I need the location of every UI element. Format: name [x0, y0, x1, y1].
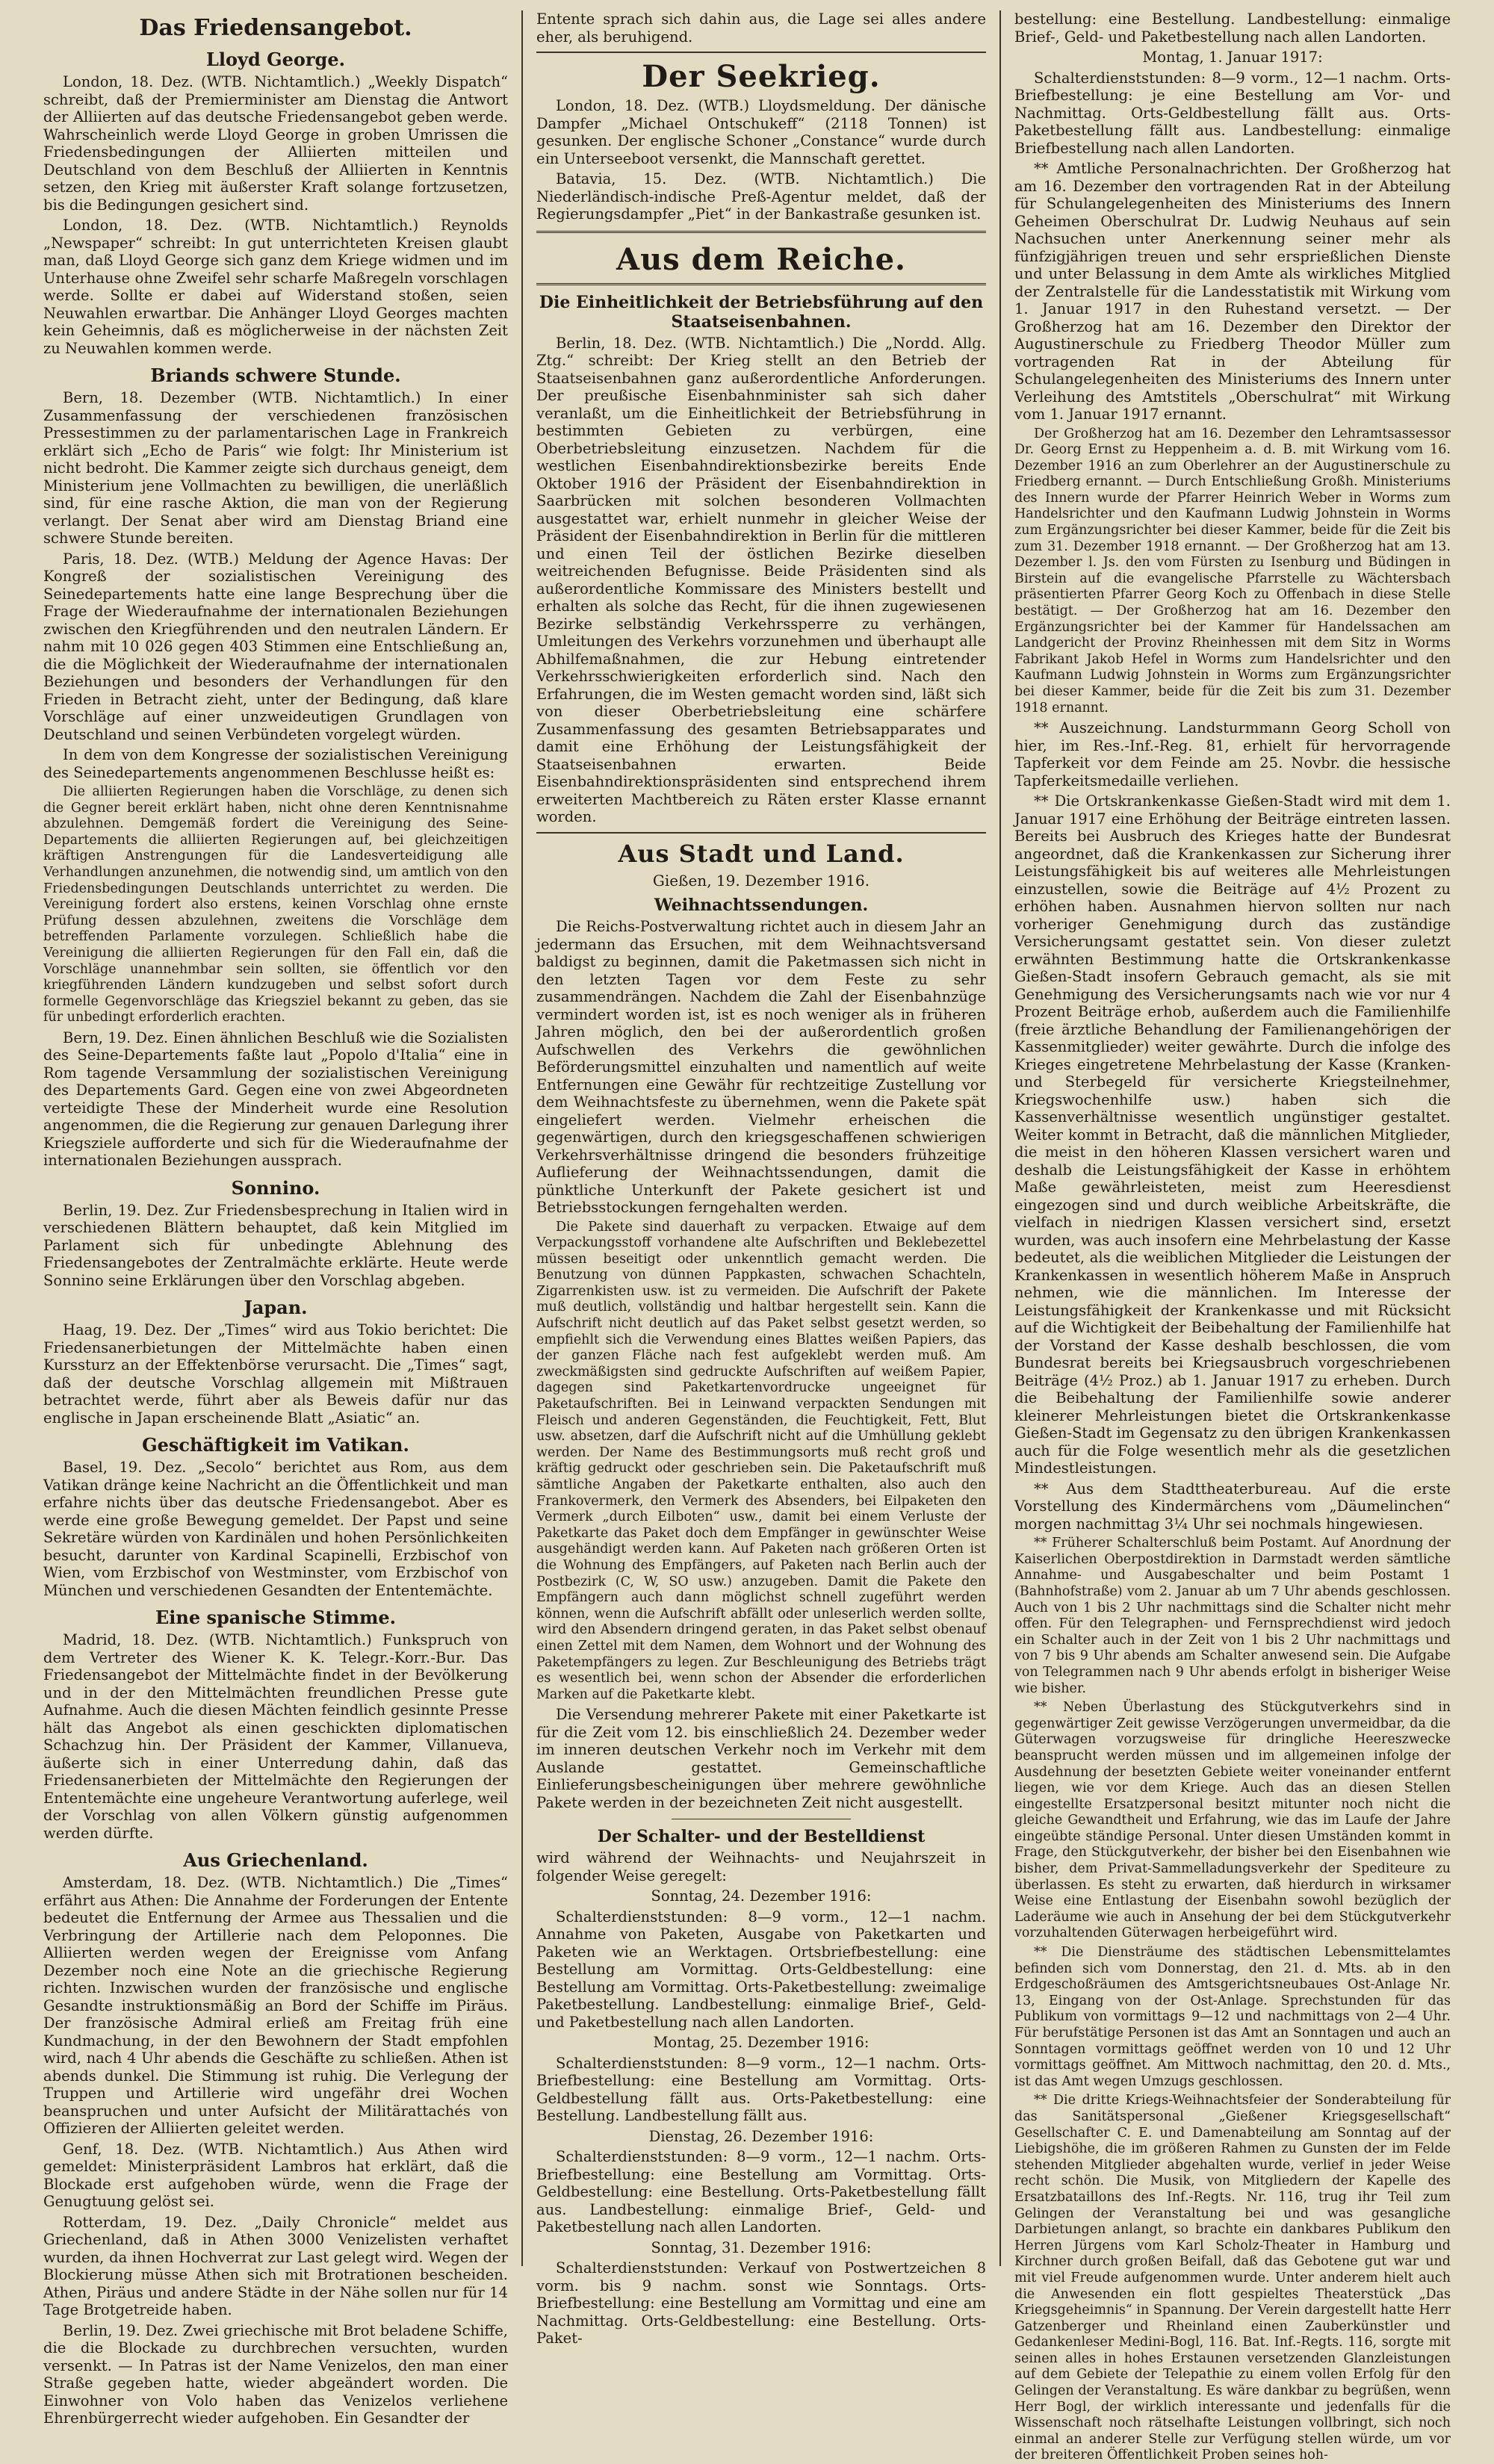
paragraph: Schalterdienststunden: 8—9 vorm., 12—1 nachm. Annahme von Paketen, Ausgabe von Paketkarten und Paketen wie an Werktagen. Ortsbriefbestellung: eine Bestellung am Vormittag. Orts-Geldbestellung: eine Bestellung am Vormittag. Orts-Paketbestellung: zweimalige Paketbestellung. Landbestellung: einmalige Brief-, Geld- und Paketbestellung nach allen Landorten.	[536, 1908, 986, 2031]
column-2	[523, 10, 1001, 2347]
paragraph: Die Reichs-Postverwaltung richtet auch in diesem Jahr an jedermann das Ersuchen, mit dem Weihnachtsversand baldigst zu beginnen, damit die Paketmassen sich nicht in den letzten Tagen vor dem Feste zu sehr zusammendrängen. Nachdem die Zahl der Eisenbahnzüge vermindert worden ist, ist es noch weniger als in früheren Jahren möglich, den bei der außerordentlich großen Aufschwellen des Verkehrs die gewöhnlichen Beförderungsmittel einzuhalten und namentlich auf weite Entfernungen eine Gewähr für rechtzeitige Zustellung vor dem Weihnachtsfeste zu übernehmen, wenn die Pakete spät eingeliefert werden. Vielmehr erheischen die gegenwärtigen, durch den kriegsgeschaffenen schwierigen Verkehrsverhältnisse dringend die besonders frühzeitige Auflieferung der Weihnachtssendungen, damit die pünktliche Unterkunft der Pakete gesichert ist und Betriebsstockungen ferngehalten werden.	[536, 918, 986, 1216]
article-subtitle: Lloyd George.	[206, 49, 345, 70]
column-3	[1001, 10, 1464, 2463]
paragraph: Berlin, 19. Dez. Zwei griechische mit Brot beladene Schiffe, die die Blockade zu durchbrechen versuchten, wurden versenkt. — In Patras ist der Name Venizelos, den man einer Straße gegeben hatte, wieder abgeändert worden. Die Einwohner von Volo haben das Venizelos verliehene Ehrenbürgerrecht wieder aufgehoben. Ein Gesandter der	[43, 2321, 508, 2427]
section-title: Aus Stadt und Land.	[618, 839, 905, 868]
section-title: Aus dem Reiche.	[616, 241, 906, 277]
article-spanische-stimme	[43, 1607, 508, 1842]
schedule-date: Sonntag, 24. Dezember 1916:	[651, 1887, 872, 1905]
paragraph: London, 18. Dez. (WTB. Nichtamtlich.) Reynolds „Newspaper“ schreibt: In gut unterrichteten Kreisen glaubt man, daß Lloyd George sich ganz dem Kriege widmen und im Unterhause ohne Zweifel sehr scharfe Maßregeln vorschlagen werde. Sollte er dabei auf Widerstand stoßen, seien Neuwahlen erwartbar. Die Anhänger Lloyd Georges machten kein Geheimnis, daß es möglicherweise in der nächsten Zeit zu Neuwahlen kommen werde.	[43, 217, 508, 357]
news-item: Der Großherzog hat am 16. Dezember den Lehramtsassessor Dr. Georg Ernst zu Heppenheim a. d. B. mit Wirkung vom 16. Dezember 1916 an zum Oberlehrer an der Augustinerschule zu Friedberg ernannt. — Durch Entschließung Großh. Ministeriums des Innern wurde der Pfarrer Heinrich Weber in Worms zum Handelsrichter und den Kaufmann Ludwig Johnstein in Worms zum Ergänzungsrichter bei dieser Kammer, beide für die Zeit bis zum 31. Dezember 1918 ernannt. — Der Großherzog hat am 13. Dezember l. Js. den vom Fürsten zu Isenburg und Büdingen in Birstein auf die evangelische Pfarrstelle zu Wächtersbach präsentierten Pfarrer Georg Koch zu Offenbach in diese Stelle bestätigt. — Der Großherzog hat am 16. Dezember den Ergänzungsrichter bei der Kammer für Handelssachen am Landgericht der Provinz Rheinhessen mit dem Sitz in Worms Fabrikant Jakob Hefel in Worms zum Handelsrichter und den Kaufmann Ludwig Johnstein in Worms zum Ergänzungsrichter bei dieser Kammer, beide für die Zeit bis zum 31. Dezember 1918 ernannt.	[1014, 426, 1451, 716]
paragraph: Madrid, 18. Dez. (WTB. Nichtamtlich.) Funkspruch von dem Vertreter des Wiener K. K. Telegr.-Korr.-Bur. Das Friedensangebot der Mittelmächte findet in der Bevölkerung und in der den Mittelmächten freundlichen Presse gute Aufnahme. Auch die diesen Mächten feindlich gesinnte Presse hält das Angebot als einen geschickten diplomatischen Schachzug hin. Der Präsident der Kammer, Villanueva, äußerte sich in einer Unterredung dahin, daß das Friedensanerbieten der Mittelmächte den Regierungen der Ententemächte eine ungeheure Verantwortung auferlege, weil der Vorschlag von allen Völkern günstig aufgenommen werden dürfte.	[43, 1631, 508, 1842]
schedule-date: Montag, 1. Januar 1917:	[1142, 49, 1323, 66]
article-title: Briands schwere Stunde.	[150, 364, 401, 386]
article-subtitle: Weihnachtssendungen.	[654, 896, 869, 915]
paragraph: London, 18. Dez. (WTB. Nichtamtlich.) „Weekly Dispatch“ schreibt, daß der Premierminister am Dienstag die Antwort der Alliierten auf das deutsche Friedensangebot geben werde. Wahrscheinlich werde Lloyd George in groben Umrissen die Friedensbedingungen der Alliierten mitteilen und Deutschland von dem Beschluß der Alliierten in Kenntnis setzen, den Krieg mit äußerster Kraft solange fortzusetzen, bis die Bedingungen gesichert sind.	[43, 73, 508, 214]
paragraph: Schalterdienststunden: 8—9 vorm., 12—1 nachm. Orts-Briefbestellung: eine Bestellung am Vormittag. Orts-Geldbestellung: eine Bestellung. Orts-Paketbestellung fällt aus. Landbestellung: einmalige Brief-, Geld- und Paketbestellung nach allen Landorten.	[536, 2148, 986, 2236]
paragraph: Bern, 19. Dez. Einen ähnlichen Beschluß wie die Sozialisten des Seine-Departements faßte laut „Popolo d'Italia“ eine in Rom tagende Versammlung der sozialistischen Vereinigung des Departements Gard. Gegen eine von zwei Abgeordneten verteidigte These der Minderheit wurde eine Resolution angenommen, die die Regierung zur genauen Darlegung ihrer Kriegsziele aufforderte und sich für die Wiederaufnahme der internationalen Beziehungen aussprach.	[43, 1028, 508, 1170]
article-title: Aus Griechenland.	[183, 1849, 368, 1872]
section-box-reich	[536, 231, 986, 285]
paragraph: Rotterdam, 19. Dez. „Daily Chronicle“ meldet aus Griechenland, daß in Athen 3000 Venizelisten verhaftet wurden, da ihnen Hochverrat zur Last gelegt wird. Wegen der Blockierung müsse Athen sich mit Brotrationen bescheiden. Athen, Piräus und andere Städte in der Nähe sollen nur für 14 Tage Brotgetreide haben.	[43, 2213, 508, 2319]
schedule-date: Montag, 25. Dezember 1916:	[653, 2034, 870, 2052]
article-vatikan	[43, 1434, 508, 1599]
news-item: ** Amtliche Personalnachrichten. Der Großherzog hat am 16. Dezember den vortragenden Rat in der Abteilung für Schulangelegenheiten des Ministeriums des Innern Geheimen Oberschulrat Dr. Ludwig Neuhaus auf sein Nachsuchen unter Anerkennung seiner mehr als fünfzigjährigen treuen und sehr ersprießlichen Dienste und unter Belassung in dem Amte als wirkliches Mitglied der Zentralstelle für die Landesstatistik mit Wirkung vom 1. Januar 1917 in den Ruhestand versetzt. — Der Großherzog hat am 16. Dezember den Direktor der Augustinerschule zu Friedberg Theodor Müller zum vortragenden Rat in der Abteilung für Schulangelegenheiten des Ministeriums des Innern unter Verleihung des Amtstitels „Oberschulrat“ mit Wirkung vom 1. Januar 1917 ernannt.	[1014, 160, 1451, 423]
article-griechenland	[43, 1849, 508, 2427]
article-title: Das Friedensangebot.	[139, 15, 412, 41]
paragraph: In dem von dem Kongresse der sozialistischen Vereinigung des Seinedepartements angenommenen Beschlusse heißt es:	[43, 746, 508, 781]
article-japan	[43, 1297, 508, 1427]
paragraph: Berlin, 19. Dez. Zur Friedensbesprechung in Italien wird in verschiedenen Blättern behauptet, daß kein Mitglied im Parlament sich für unbedingte Ablehnung des Friedensangebotes der Zentralmächte erklärte. Heute werde Sonnino seine Erklärungen über den Vorschlag abgeben.	[43, 1201, 508, 1289]
news-item: ** Neben Überlastung des Stückgutverkehrs sind in gegenwärtiger Zeit gewisse Verzögerungen unvermeidbar, da die Güterwagen vorzugsweise für dringliche Heereszwecke beansprucht werden müssen und im allgemeinen infolge der Ausdehnung der besetzten Gebiete weiter voneinander entfernt liegen, wie vor dem Kriege. Auch das an diesen Stellen eingestellte Ersatzpersonal besitzt mitunter noch nicht die gleiche Gewandtheit und Erfahrung, wie das im Laufe der Jahre eingeübte ständige Personal. Unter diesen Umständen kommt in Frage, den Stückgutverkehr, der bisher bei den Eisenbahnen wie bisher, dem Privat-Sammelladungsverkehr der Spediteure zu überlassen. Es steht zu erwarten, daß hierdurch in wirksamer Weise eine Entlastung der Eisenbahn sowohl bezüglich der Laderäume wie auch in Ansehung der bei dem Stückgutverkehr vorzuhaltenden Güterwagen herbeigeführt wird.	[1014, 1700, 1451, 1941]
news-item: ** Auszeichnung. Landsturmmann Georg Scholl von hier, im Res.-Inf.-Reg. 81, erhielt für hervorragende Tapferkeit vor dem Feinde am 25. Novbr. die hessische Tapferkeitsmedaille verliehen.	[1014, 719, 1451, 789]
paragraph: Die Pakete sind dauerhaft zu verpacken. Etwaige auf dem Verpackungsstoff vorhandene alte Aufschriften und Beklebezettel müssen beseitigt oder unkenntlich gemacht werden. Die Benutzung von dünnen Pappkasten, schwachen Schachteln, Zigarrenkisten usw. ist zu vermeiden. Die Aufschrift der Pakete muß deutlich, vollständig und haltbar hergestellt sein. Kann die Aufschrift nicht deutlich auf das Paket selbst gesetzt werden, so empfiehlt sich die Verwendung eines Blattes weißen Papiers, das der ganzen Fläche nach fest aufgeklebt werden muß. Am zweckmäßigsten sind gedruckte Aufschriften auf weißem Papier, dagegen sind Paketkartenvordrucke ungeeignet für Paketaufschriften. Bei in Leinwand verpackten Sendungen mit Fleisch und anderen Gegenständen, die Feuchtigkeit, Fett, Blut usw. absetzen, darf die Aufschrift nicht auf die Umhüllung geklebt werden. Der Name des Bestimmungsorts muß recht groß und kräftig gedruckt oder geschrieben sein. Die Paketaufschrift muß sämtliche Angaben der Paketkarte enthalten, also auch den Frankovermerk, den Vermerk des Absenders, bei Eilpaketen den Vermerk „durch Eilboten“ usw., damit bei einem Verluste der Paketkarte das Paket doch dem Empfänger in gewünschter Weise ausgehändigt werden kann. Auf Paketen nach größeren Orten ist die Wohnung des Empfängers, auf Paketen nach Berlin auch der Postbezirk (C, W, SO usw.) anzugeben. Damit die Pakete den Empfängern auch dann möglichst schnell zugeführt werden können, wenn die Aufschrift abfällt oder unleserlich werden sollte, wird den Absendern dringend geraten, in das Paket selbst obenauf einen Zettel mit dem Namen, dem Wohnort und der Wohnung des Paketempfängers zu legen. Zur Beschleunigung des Betriebs trägt es wesentlich bei, wenn schon der Absender die erforderlichen Marken auf die Paketkarte klebt.	[536, 1219, 986, 1702]
article-title: Sonnino.	[231, 1176, 320, 1199]
paragraph: Batavia, 15. Dez. (WTB. Nichtamtlich.) Die Niederländisch-indische Preß-Agentur meldet, daß der Regierungsdampfer „Piet“ in der Bankastraße gesunken ist.	[536, 170, 986, 223]
paragraph: Berlin, 18. Dez. (WTB. Nichtamtlich.) Die „Nordd. Allg. Ztg.“ schreibt: Der Krieg stellt an den Betrieb der Staatseisenbahnen ganz außerordentliche Anforderungen. Der preußische Eisenbahnminister sah sich daher veranlaßt, um die Einheitlichkeit der Betriebsführung in bestimmten Gebieten zu verbürgen, eine Oberbetriebsleitung einzusetzen. Nachdem für die westlichen Eisenbahndirektionsbezirke bereits Ende Oktober 1916 der Präsident der Eisenbahndirektion in Saarbrücken mit solchen besonderen Vollmachten ausgestattet war, erhielt nunmehr in gleicher Weise der Präsident der Eisenbahndirektion in Berlin für die mittleren und einen Teil der östlichen Bezirke dieselben weitreichenden Befugnisse. Beide Präsidenten sind als außerordentliche Kommissare des Ministers bestellt und erhalten als solche das Recht, für die ihnen zugewiesenen Bezirke selbständig Verkehrssperre zu verhängen, Umleitungen des Verkehrs vorzunehmen und überhaupt alle Abhilfemaßnahmen, die zur Hebung eintretender Verkehrsschwierigkeiten erforderlich sind. Nach den Erfahrungen, die im Westen gemacht worden sind, läßt sich von dieser Oberbetriebsleitung eine schärfere Zusammenfassung des gesamten Betriebsapparates und damit eine Erhöhung der Leistungsfähigkeit der Staatseisenbahnen erwarten. Beide Eisenbahndirektionspräsidenten sind entsprechend ihrem erweiterten Machtbereich zu Räten erster Klasse ernannt worden.	[536, 334, 986, 825]
paragraph: Bern, 18. Dezember (WTB. Nichtamtlich.) In einer Zusammenfassung der verschiedenen französischen Pressestimmen zu der parlamentarischen Lage in Frankreich erklärt sich „Echo de Paris“ wie folgt: Ihr Ministerium ist nicht bedroht. Die Kammer zeigte sich durchaus geneigt, dem Ministerium jene Vollmachten zu bewilligen, die unerläßlich sind, für eine rasche Aktion, die man von der Regierung verlangt. Der Senat aber wird am Dienstag Briand eine schwere Stunde bereiten.	[43, 389, 508, 547]
article-sonnino	[43, 1177, 508, 1290]
paragraph: London, 18. Dez. (WTB.) Lloydsmeldung. Der dänische Dampfer „Michael Ontschukeff“ (2118 Tonnen) ist gesunken. Der englische Schoner „Constance“ wurde durch ein Unterseeboot versenkt, die Mannschaft gerettet.	[536, 97, 986, 167]
continued-text: bestellung: eine Bestellung. Landbestellung: einmalige Brief-, Geld- und Paketbestellung nach allen Landorten.	[1014, 10, 1451, 46]
paragraph: Genf, 18. Dez. (WTB. Nichtamtlich.) Aus Athen wird gemeldet: Ministerpräsident Lambros hat erklärt, daß die Blockade erst aufgehoben würde, wenn die Frage der Genugtuung gelöst sei.	[43, 2140, 508, 2211]
paragraph: Schalterdienststunden: 8—9 vorm., 12—1 nachm. Orts-Briefbestellung: je eine Bestellung am Vor- und Nachmittag. Orts-Geldbestellung fällt aus. Orts-Paketbestellung fällt aus. Landbestellung: einmalige Briefbestellung nach allen Landorten.	[1014, 69, 1451, 157]
divider	[536, 52, 986, 53]
paragraph: Paris, 18. Dez. (WTB.) Meldung der Agence Havas: Der Kongreß der sozialistischen Vereinigung des Seinedepartements hatte eine lange Besprechung über die Frage der Wiederaufnahme der internationalen Beziehungen zwischen den Kriegführenden und den neutralen Ländern. Er nahm mit 10 026 gegen 403 Stimmen eine Entschließung an, die die Möglichkeit der Wiederaufnahme der internationalen Beziehungen und besonders der Verhandlungen für den Frieden in Betracht zieht, unter der Bedingung, daß klare Vorschläge auf einer unzweideutigen Grundlagen von Deutschland und seinen Verbündeten vorgelegt würden.	[43, 550, 508, 743]
news-item: ** Die Diensträume des städtischen Lebensmittelamtes befinden sich vom Donnerstag, den 21. d. Mts. ab in den Erdgeschoßräumen des Amtsgerichtsneubaues Ost-Anlage Nr. 13, Eingang von der Ost-Anlage. Sprechstunden für das Publikum von vormittags 9—12 und nachmittags von 2—4 Uhr. Für berufstätige Personen ist das Amt an Sonntagen und auch an Sonntagen vormittags geöffnet werden von 10 und 12 Uhr vormittags geöffnet. Am Mittwoch nachmittag, den 20. d. Mts., ist das Amt wegen Umzugs geschlossen.	[1014, 1945, 1451, 2089]
news-item: ** Aus dem Stadttheaterbureau. Auf die erste Vorstellung des Kindermärchens vom „Däumelinchen“ morgen nachmittag 3¼ Uhr sei nochmals hingewiesen.	[1014, 1480, 1451, 1533]
article-title: Eine spanische Stimme.	[155, 1607, 397, 1629]
column-1	[30, 10, 523, 2427]
paragraph: Die alliierten Regierungen haben die Vorschläge, zu denen sich die Gegner bereit erklärt haben, nicht ohne deren Kenntnisnahme abzulehnen. Demgemäß fordert die Vereinigung des Seine-Departements die alliierten Regierungen auf, bei gleichzeitigen kräftigen Anstrengungen für die Landesverteidigung alle Verhandlungen anzunehmen, die notwendig sind, um amtlich von den Friedensbedingungen Deutschlands unterrichtet zu werden. Die Vereinigung fordert also erstens, keinen Vorschlag ohne ernste Prüfung dessen abzulehnen, zweitens die Vorschläge dem betreffenden Parlamente vorzulegen. Schließlich habe die Vereinigung die alliierten Regierungen für den Fall ein, daß die Vorschläge unannehmbar sein sollten, sie öffentlich vor den kriegführenden Ländern kundzugeben und selbst sofort durch formelle Gegenvorschläge das Kriegsziel bekannt zu geben, das sie für unbedingt erforderlich erachten.	[43, 784, 508, 1025]
article-subtitle: Der Schalter- und der Bestelldienst	[597, 1827, 926, 1847]
paragraph: Schalterdienststunden: 8—9 vorm., 12—1 nachm. Orts-Briefbestellung: eine Bestellung am Vormittag. Orts-Geldbestellung fällt aus. Orts-Paketbestellung: eine Bestellung. Landbestellung fällt aus.	[536, 2054, 986, 2125]
article-reich	[536, 293, 986, 826]
paragraph: Die Versendung mehrerer Pakete mit einer Paketkarte ist für die Zeit vom 12. bis einschließlich 24. Dezember weder im inneren deutschen Verkehr noch im Verkehr mit dem Auslande gestattet. Gemeinschaftliche Einlieferungsbescheinigungen über mehrere gewöhnliche Pakete werden in der bezeichneten Zeit nicht ausgestellt.	[536, 1706, 986, 1811]
article-stadt-und-land	[536, 840, 986, 2347]
section-title: Der Seekrieg.	[642, 59, 881, 94]
article-title: Japan.	[244, 1297, 308, 1319]
schedule-date: Sonntag, 31. Dezember 1916:	[651, 2238, 872, 2256]
article-subtitle: Die Einheitlichkeit der Betriebsführung auf den Staatseisenbahnen.	[539, 292, 984, 332]
article-briand	[43, 364, 508, 1170]
paragraph: Basel, 19. Dez. „Secolo“ berichtet aus Rom, aus dem Vatikan dränge keine Nachricht an die Öffentlichkeit und man erfahre nichts über das deutsche Friedensangebot. Aber es werde eine große Bewegung gemeldet. Der Papst und seine Sekretäre würden von Kardinälen und hohen Persönlichkeiten besucht, darunter von Kardinal Scapinelli, Erzbischof von Wien, vom Erzbischof von Westminster, vom Erzbischof von München und verschiedenen Gesandten der Ententemächte.	[43, 1459, 508, 1599]
article-title: Geschäftigkeit im Vatikan.	[142, 1434, 409, 1456]
paragraph: Haag, 19. Dez. Der „Times“ wird aus Tokio berichtet: Die Friedensanerbietungen der Mittelmächte haben einen Kurssturz an der Effektenbörse verursacht. Die „Times“ sagt, daß der deutsche Vorschlag allgemein mit Mißtrauen betrachtet werde, führt aber als Beweis dafür nur das englische in Japan erscheinende Blatt „Asiatic“ an.	[43, 1321, 508, 1427]
dateline: Gießen, 19. Dezember 1916.	[652, 871, 870, 890]
paragraph: wird während der Weihnachts- und Neujahrszeit in folgender Weise geregelt:	[536, 1849, 986, 1884]
paragraph: Amsterdam, 18. Dez. (WTB. Nichtamtlich.) Die „Times“ erfährt aus Athen: Die Annahme der Forderungen der Entente bedeutet die Entfernung der Armee aus Thessalien und die Verbringung der Artillerie nach dem Peloponnes. Die Alliierten werden wegen der Ereignisse vom Anfang Dezember noch eine Note an die griechische Regierung richten. Inzwischen wurden der französische und englische Gesandte instruktionsmäßig an Bord der Schiffe im Piräus. Der französische Admiral erließ am Freitag früh eine Kundmachung, in der den Bewohnern der Stadt empfohlen wird, nach 4 Uhr abends die Geschäfte zu schließen. Athen ist abends dunkel. Die Stimmung ist ruhig. Die Verlegung der Truppen und Artillerie wird ungefähr drei Wochen beanspruchen und unter Aufsicht der Militärattachés von Offizieren der Alliierten geleitet werden.	[43, 1874, 508, 2138]
article-friedensangebot	[43, 15, 508, 357]
continued-text: Entente sprach sich dahin aus, die Lage sei alles andere eher, als beruhigend.	[536, 10, 986, 46]
divider	[536, 832, 986, 834]
article-seekrieg	[536, 59, 986, 223]
paragraph: Schalterdienststunden: Verkauf von Postwertzeichen 8 vorm. bis 9 nachm. sonst wie Sonntags. Orts-Briefbestellung: eine Bestellung am Vormittag und eine am Nachmittag. Orts-Geldbestellung: eine Bestellung. Orts-Paket-	[536, 2259, 986, 2347]
news-item: ** Die dritte Kriegs-Weihnachtsfeier der Sonderabteilung für das Sanitätspersonal „Gießener Kriegsgesellschaft“ Gesellschafter C. E. und Damenabteilung am Sonntag auf der Liebigshöhe, die im größeren Rahmen zu Gunsten der im Felde stehenden Mitglieder abgehalten wurde, verlief in jeder Weise recht schön. Die Musik, von Mitgliedern der Kapelle des Ersatzbataillons des Inf.-Regts. Nr. 116, trug ihr Teil zum Gelingen der Veranstaltung bei und was gesangliche Darbietungen anlangt, so brachte ein dankbares Publikum den Herren Jürgens vom Karl Scholz-Theater in Hamburg und Kirchner durch großen Beifall, daß das Gebotene gut war und mit viel Freude aufgenommen wurde. Unter anderem hielt auch die Anwesenden ein flott gespieltes Theaterstück „Das Kriegsgeheimnis“ in Spannung. Der Verein dargestellt hatte Herr Gatzenberger und Rheinland einen Zauberkünstler und Gedankenleser Medini-Bogl, 116. Bat. Inf.-Regts. 116, sorgte mit seinen alles in hohes Erstaunen versetzenden Glanzleistungen auf dem Gebiete der Telepathie zu einem vollen Erfolg für den Gelingen der Veranstaltung. Es wäre dankbar zu begrüßen, wenn Herr Bogl, der wirklich interessante und jedenfalls für die Wissenschaft noch rätselhafte Leistungen vollbringt, sich noch einmal an anderer Stelle zur Verfügung stellen würde, um vor der breiteren Öffentlichkeit Proben seines hoh-	[1014, 2093, 1451, 2463]
news-item: ** Die Ortskrankenkasse Gießen-Stadt wird mit dem 1. Januar 1917 eine Erhöhung der Beiträge eintreten lassen. Bereits bei Ausbruch des Krieges hatte der Bundesrat angeordnet, daß die Krankenkassen zur Sicherung ihrer Leistungsfähigkeit bis auf weiteres alle Mehrleistungen einzustellen, sowie die Beiträge auf 4½ Prozent zu erhöhen haben. Ausnahmen hiervon sollten nur nach vorheriger Genehmigung durch das zuständige Versicherungsamt gestattet sein. Von dieser zuletzt erwähnten Bestimmung hatte die Ortskrankenkasse Gießen-Stadt insofern Gebrauch gemacht, als sie mit Genehmigung des Versicherungsamts nach wie vor nur 4 Prozent Beiträge erhob, außerdem auch die Familienhilfe (freie ärztliche Behandlung der Familienangehörigen der Kassenmitglieder) weiter gewährte. Durch die infolge des Krieges eingetretene Mehrbelastung der Kasse (Kranken- und Sterbegeld für versicherte Kriegsteilnehmer, Kriegswochenhilfe usw.) haben sich die Kassenverhältnisse wesentlich ungünstiger gestaltet. Weiter kommt in Betracht, daß die männlichen Mitglieder, die meist in den höheren Klassen versichert waren und deshalb die Leistungsfähigkeit der Kasse in erhöhtem Maße gewährleisteten, meist zum Heeresdienst eingezogen sind und durch weibliche Arbeitskräfte, die vielfach in niedrigen Klassen versichert sind, ersetzt wurden, was auch insofern eine Mehrbelastung der Kasse bedeutet, als die weiblichen Mitglieder die Leistungen der Krankenkassen in wesentlich höherem Maße in Anspruch nehmen, wie die männlichen. Im Interesse der Leistungsfähigkeit der Krankenkasse und mit Rücksicht auf die Wichtigkeit der Beibehaltung der Familienhilfe hat der Vorstand der Kasse deshalb beschlossen, die vom Bundesrat bereits bei Kriegsausbruch vorgeschriebenen Beiträge (4½ Proz.) ab 1. Januar 1917 zu erheben. Durch die Beibehaltung der Familienhilfe sowie anderer kleinerer Mehrleistungen bietet die Ortskrankenkasse Gießen-Stadt im Gegensatz zu den übrigen Krankenkassen auch für die Folge wesentlich mehr als die gesetzlichen Mindestleistungen.	[1014, 792, 1451, 1477]
schedule-date: Dienstag, 26. Dezember 1916:	[648, 2127, 874, 2145]
news-item: ** Früherer Schalterschluß beim Postamt. Auf Anordnung der Kaiserlichen Oberpostdirektion in Darmstadt werden sämtliche Annahme- und Ausgabeschalter und beim Postamt 1 (Bahnhofstraße) vom 2. Januar ab um 7 Uhr abends geschlossen. Auch von 1 bis 2 Uhr nachmittags sind die Schalter nicht mehr offen. Für den Telegraphen- und Fernsprechdienst wird jedoch ein Schalter auch in der Zeit von 1 bis 2 Uhr nachmittags und von 7 bis 9 Uhr abends am Schalter anwesend sein. Die Aufgabe von Telegrammen nach 9 Uhr abends erfolgt in bisheriger Weise wie bisher.	[1014, 1536, 1451, 1696]
